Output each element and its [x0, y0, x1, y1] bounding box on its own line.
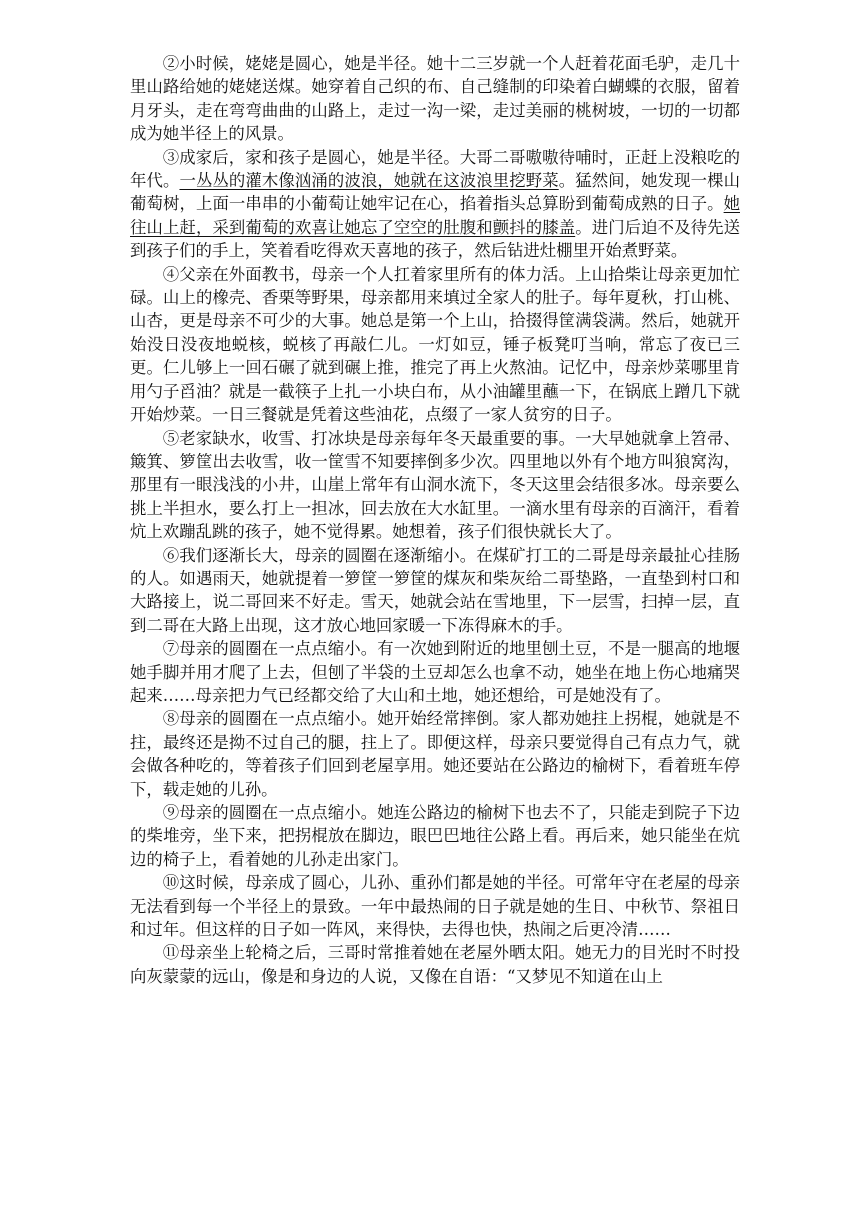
- paragraph-8: [130, 707, 740, 801]
- paragraph-text: ⑩这时候，母亲成了圆心，儿孙、重孙们都是她的半径。可常年守在老屋的母亲无法看到每一个半径上的景致。一年中最热闹的日子就是她的生日、中秋节、祭祖日和过年。但这样的日子如一阵风，来得快，去得也快，热闹之后更冷清……: [130, 873, 740, 940]
- paragraph-6: [130, 544, 740, 638]
- paragraph-text: ③成家后，家和孩子是圆心，她是半径。大哥二哥嗷嗷待哺时，正赶上没粮吃的年代。: [130, 147, 740, 191]
- paragraph-text: ⑥我们逐渐长大，母亲的圆圈在逐渐缩小。在煤矿打工的二哥是母亲最扯心挂肠的人。如遇雨天，她就提着一箩筐一箩筐的煤灰和柴灰给二哥垫路，一直垫到村口和大路接上，说二哥回来不好走。雪天，她就会站在雪地里，下一层雪，扫掉一层，直到二哥在大路上出现，这才放心地回家暖一下冻得麻木的手。: [130, 545, 740, 635]
- paragraph-2: [130, 52, 740, 146]
- paragraph-text: 。猛然间，她发现一棵山葡萄树，上面一串串的小葡萄让她牢记在心，掐着指头总算盼到葡萄成熟的日子。: [130, 171, 741, 214]
- paragraph-7: [130, 637, 740, 707]
- paragraph-11: [130, 941, 740, 988]
- paragraph-text: ⑦母亲的圆圈在一点点缩小。有一次她到附近的地里刨土豆，不是一腿高的地堰她手脚并用才爬了上去，但刨了半袋的土豆却怎么也拿不动，她坐在地上伤心地痛哭起来……母亲把力气已经都交给了大山和土地，她还想给，可是她没有了。: [130, 639, 740, 705]
- paragraph-9: [130, 801, 740, 871]
- paragraph-text: ④父亲在外面教书，母亲一个人扛着家里所有的体力活。上山拾柴让母亲更加忙碌。山上的橡壳、香栗等野果，母亲都用来填过全家人的肚子。每年夏秋，打山桃、山杏，更是母亲不可少的大事。她总是第一个上山，拾掇得筐满袋满。然后，她就开始没日没夜地蜕核，蜕核了再敲仁儿。一灯如豆，锤子板凳叮当响，常忘了夜已三更。仁儿够上一回石碾了就到碾上推，推完了再上火熬油。记忆中，母亲炒菜哪里肯用勺子舀油？就是一截筷子上扎一小块白布，从小油罐里蘸一下，在锅底上蹭几下就开始炒菜。一日三餐就是凭着这些油花，点缀了一家人贫穷的日子。: [130, 264, 740, 425]
- paragraph-4: [130, 263, 740, 427]
- underlined-sentence: 一丛丛的灌木像汹涌的波浪，她就在这波浪里挖野菜: [179, 171, 559, 191]
- paragraph-text: ⑧母亲的圆圈在一点点缩小。她开始经常摔倒。家人都劝她拄上拐棍，她就是不拄，最终还是拗不过自己的腿，拄上了。即便这样，母亲只要觉得自己有点力气，就会做各种吃的，等着孩子们回到老屋享用。她还要站在公路边的榆树下，看着班车停下，载走她的儿孙。: [130, 709, 740, 799]
- underlined-sentence: 她往山上赶，采到葡萄的欢喜让她忘了空空的肚腹和颤抖的膝盖: [130, 194, 740, 237]
- paragraph-3: [130, 146, 740, 263]
- paragraph-text: ⑤老家缺水，收雪、打冰块是母亲每年冬天最重要的事。一大早她就拿上笤帚、簸箕、箩筐出去收雪，收一筐雪不知要摔倒多少次。四里地以外有个地方叫狼窝沟，那里有一眼浅浅的小井，山崖上常年有山洞水流下，冬天这里会结很多冰。母亲要么挑上半担水，要么打上一担冰，回去放在大水缸里。一滴水里有母亲的百滴汗，看着炕上欢蹦乱跳的孩子，她不觉得累。她想着，孩子们很快就长大了。: [130, 428, 740, 542]
- paragraph-text: 。进门后迫不及待先送到孩子们的手上，笑着看吃得欢天喜地的孩子，然后钻进灶棚里开始煮野菜。: [130, 217, 741, 261]
- paragraph-5: [130, 427, 740, 544]
- paragraph-text: ⑪母亲坐上轮椅之后，三哥时常推着她在老屋外晒太阳。她无力的目光时不时投向灰蒙蒙的远山，像是和身边的人说，又像在自语：“又梦见不知道在山上: [130, 943, 740, 986]
- document-page: [130, 52, 740, 988]
- paragraph-text: ②小时候，姥姥是圆心，她是半径。她十二三岁就一个人赶着花面毛驴，走几十里山路给她的姥姥送煤。她穿着自己织的布、自己缝制的印染着白蝴蝶的衣服，留着月牙头，走在弯弯曲曲的山路上，走过一沟一梁，走过美丽的桃树坡，一切的一切都成为她半径上的风景。: [130, 54, 740, 144]
- paragraph-text: ⑨母亲的圆圈在一点点缩小。她连公路边的榆树下也去不了，只能走到院子下边的柴堆旁，坐下来，把拐棍放在脚边，眼巴巴地往公路上看。再后来，她只能坐在炕边的椅子上，看着她的儿孙走出家门。: [130, 803, 740, 869]
- paragraph-10: [130, 871, 740, 941]
